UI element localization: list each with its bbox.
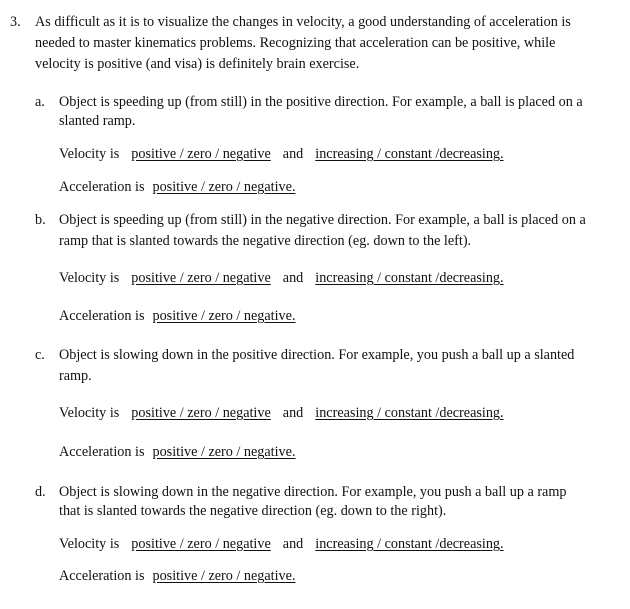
acceleration-sign-options[interactable]: positive / zero / negative. [152, 568, 296, 584]
acceleration-sign-options[interactable]: positive / zero / negative. [152, 179, 296, 195]
part-d-acceleration-line [59, 568, 296, 585]
velocity-change-options[interactable]: increasing / constant /decreasing. [315, 536, 504, 552]
part-d-letter: d. [35, 484, 46, 500]
part-b-letter: b. [35, 212, 46, 228]
question-number: 3. [10, 14, 21, 30]
acceleration-sign-options[interactable]: positive / zero / negative. [152, 308, 296, 324]
part-a-acceleration-line [59, 179, 296, 196]
question-text-line-2: needed to master kinematics problems. Recognizing that acceleration can be positive, while [35, 35, 556, 51]
velocity-label: Velocity is [59, 270, 120, 286]
part-a-letter: a. [35, 94, 45, 110]
and-label: and [282, 405, 304, 421]
velocity-label: Velocity is [59, 536, 120, 552]
acceleration-label: Acceleration is [59, 308, 145, 324]
part-c-text-line-1: Object is slowing down in the positive direction. For example, you push a ball up a slanted [59, 347, 575, 363]
part-c-acceleration-line [59, 444, 296, 461]
part-b-acceleration-line [59, 308, 296, 325]
part-b-text-line-2: ramp that is slanted towards the negative direction (eg. down to the left). [59, 233, 472, 249]
part-d-text-line-2: that is slanted towards the negative direction (eg. down to the right). [59, 503, 447, 519]
velocity-sign-options[interactable]: positive / zero / negative [131, 405, 271, 421]
acceleration-sign-options[interactable]: positive / zero / negative. [152, 444, 296, 460]
part-d-text-line-1: Object is slowing down in the negative direction. For example, you push a ball up a ramp [59, 484, 567, 500]
velocity-label: Velocity is [59, 146, 120, 162]
part-c-letter: c. [35, 347, 45, 363]
part-c-velocity-line [59, 405, 504, 422]
acceleration-label: Acceleration is [59, 568, 145, 584]
question-text-line-3: velocity is positive (and visa) is definitely brain exercise. [35, 56, 360, 72]
velocity-change-options[interactable]: increasing / constant /decreasing. [315, 146, 504, 162]
part-a-velocity-line [59, 146, 504, 163]
and-label: and [282, 146, 304, 162]
velocity-sign-options[interactable]: positive / zero / negative [131, 536, 271, 552]
velocity-change-options[interactable]: increasing / constant /decreasing. [315, 270, 504, 286]
part-a-text-line-2: slanted ramp. [59, 113, 136, 129]
acceleration-label: Acceleration is [59, 444, 145, 460]
part-c-text-line-2: ramp. [59, 368, 92, 384]
velocity-label: Velocity is [59, 405, 120, 421]
and-label: and [282, 536, 304, 552]
part-b-text-line-1: Object is speeding up (from still) in the negative direction. For example, a ball is placed on a [59, 212, 586, 228]
part-a-text-line-1: Object is speeding up (from still) in the positive direction. For example, a ball is placed on a [59, 94, 583, 110]
velocity-sign-options[interactable]: positive / zero / negative [131, 270, 271, 286]
part-b-velocity-line [59, 270, 504, 287]
velocity-sign-options[interactable]: positive / zero / negative [131, 146, 271, 162]
question-text-line-1: As difficult as it is to visualize the changes in velocity, a good understanding of acceleration is [35, 14, 571, 30]
part-d-velocity-line [59, 536, 504, 553]
acceleration-label: Acceleration is [59, 179, 145, 195]
and-label: and [282, 270, 304, 286]
velocity-change-options[interactable]: increasing / constant /decreasing. [315, 405, 504, 421]
